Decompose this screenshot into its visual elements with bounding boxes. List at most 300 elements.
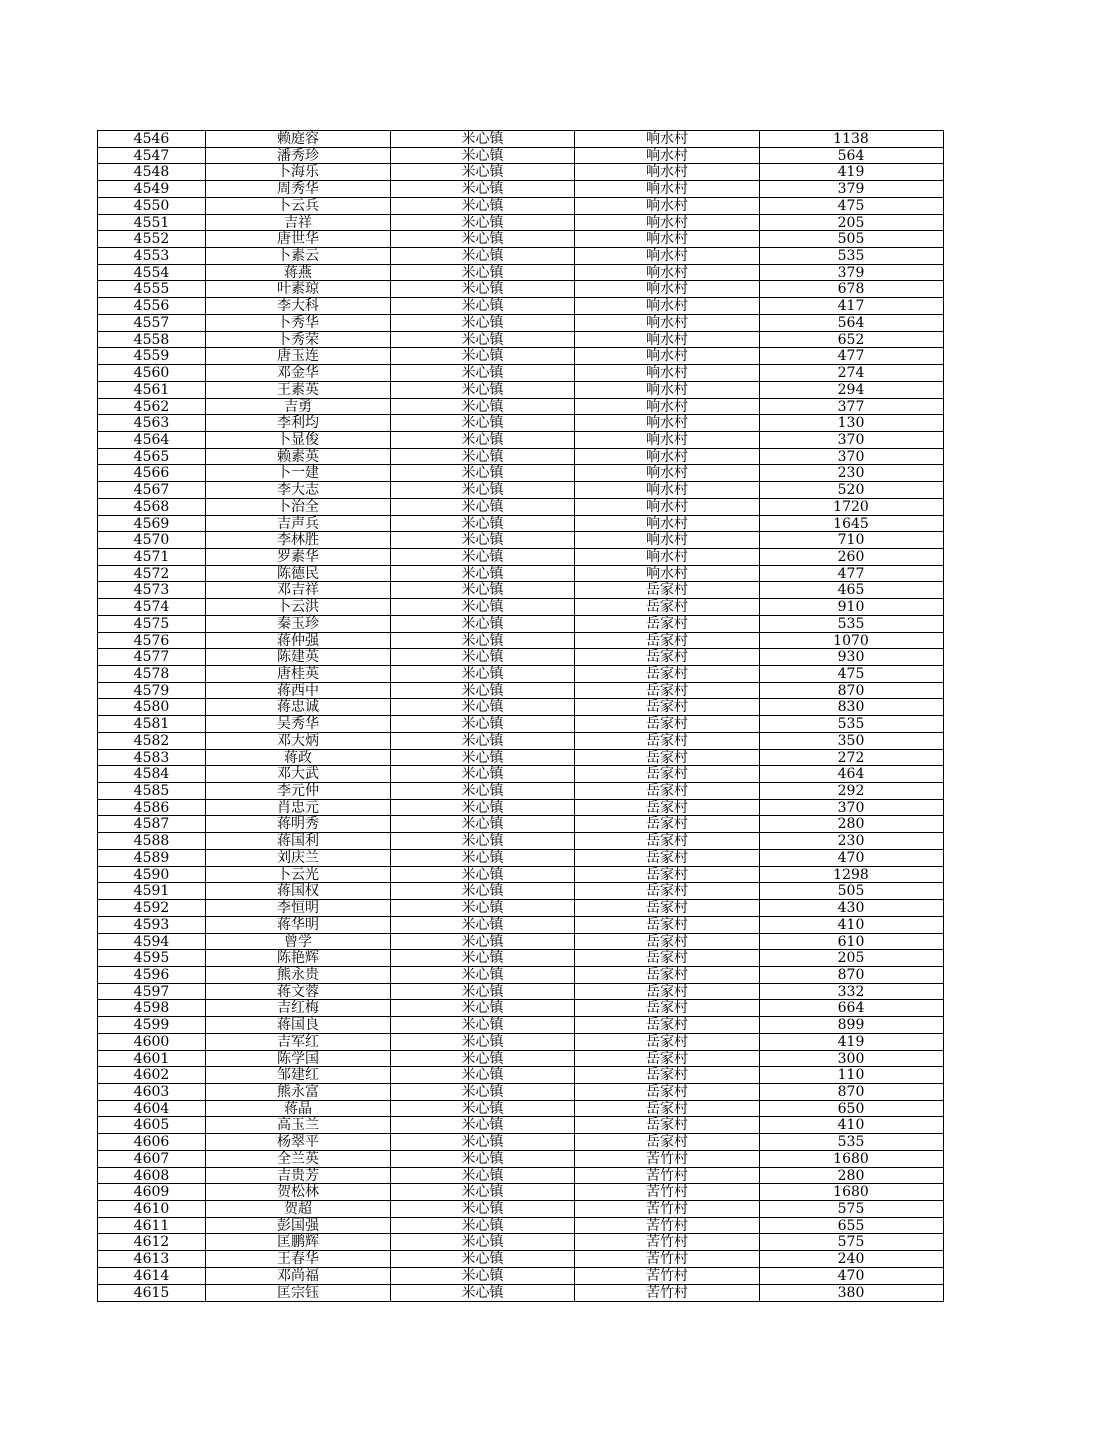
town-cell: 米心镇 (391, 549, 575, 565)
village-cell: 响水村 (575, 399, 760, 415)
amount-cell: 230 (837, 833, 865, 849)
row-number-cell: 4556 (98, 298, 206, 314)
name-cell: 唐玉连 (206, 348, 391, 364)
village-cell: 响水村 (575, 281, 760, 297)
amount-cell: 110 (837, 1067, 865, 1083)
town-cell: 米心镇 (391, 415, 575, 431)
table-row (98, 1201, 943, 1218)
town-cell: 米心镇 (391, 666, 575, 682)
row-number-cell: 4589 (98, 850, 206, 866)
town-cell: 米心镇 (391, 1084, 575, 1100)
town-cell: 米心镇 (391, 1034, 575, 1050)
town-cell: 米心镇 (391, 1168, 575, 1184)
name-cell: 蒋晶 (206, 1101, 391, 1117)
town-cell: 米心镇 (391, 1201, 575, 1217)
village-cell: 响水村 (575, 164, 760, 180)
town-cell: 米心镇 (391, 1101, 575, 1117)
town-cell: 米心镇 (391, 967, 575, 983)
amount-cell: 300 (837, 1050, 865, 1067)
town-cell: 米心镇 (391, 265, 575, 281)
town-cell: 米心镇 (391, 950, 575, 966)
amount-cell: 380 (837, 1284, 865, 1301)
name-cell: 肖忠元 (206, 800, 391, 816)
amount-cell: 1680 (833, 1150, 869, 1167)
town-cell: 米心镇 (391, 1268, 575, 1284)
village-cell: 响水村 (575, 499, 760, 515)
row-number-cell: 4598 (98, 1000, 206, 1016)
town-cell: 米心镇 (391, 1218, 575, 1234)
row-number-cell: 4557 (98, 315, 206, 331)
table-row (98, 800, 943, 817)
table-row (98, 248, 943, 265)
town-cell: 米心镇 (391, 215, 575, 231)
name-cell: 卜治全 (206, 499, 391, 515)
row-number-cell: 4611 (98, 1218, 206, 1234)
town-cell: 米心镇 (391, 231, 575, 247)
village-cell: 岳家村 (575, 1017, 760, 1033)
village-cell: 岳家村 (575, 716, 760, 732)
row-number-cell: 4547 (98, 148, 206, 164)
table-row (98, 1134, 943, 1151)
town-cell: 米心镇 (391, 850, 575, 866)
town-cell: 米心镇 (391, 1151, 575, 1167)
village-cell: 岳家村 (575, 934, 760, 950)
village-cell: 响水村 (575, 315, 760, 331)
table-row (98, 850, 943, 867)
village-cell: 岳家村 (575, 917, 760, 933)
town-cell: 米心镇 (391, 198, 575, 214)
row-number-cell: 4571 (98, 549, 206, 565)
name-cell: 李大科 (206, 298, 391, 314)
town-cell: 米心镇 (391, 248, 575, 264)
name-cell: 卜秀荣 (206, 332, 391, 348)
name-cell: 秦玉珍 (206, 616, 391, 632)
name-cell: 叶素琼 (206, 281, 391, 297)
amount-cell: 870 (837, 1083, 865, 1100)
name-cell: 卜云光 (206, 867, 391, 883)
table-row (98, 716, 943, 733)
name-cell: 蒋西中 (206, 683, 391, 699)
amount-cell: 664 (837, 1000, 865, 1017)
row-number-cell: 4578 (98, 666, 206, 682)
name-cell: 卜云洪 (206, 599, 391, 615)
village-cell: 响水村 (575, 566, 760, 582)
name-cell: 卜素云 (206, 248, 391, 264)
town-cell: 米心镇 (391, 315, 575, 331)
name-cell: 吴秀华 (206, 716, 391, 732)
village-cell: 岳家村 (575, 783, 760, 799)
name-cell: 李林胜 (206, 532, 391, 548)
row-number-cell: 4594 (98, 934, 206, 950)
table-row (98, 1101, 943, 1118)
village-cell: 响水村 (575, 532, 760, 548)
row-number-cell: 4585 (98, 783, 206, 799)
village-cell: 岳家村 (575, 750, 760, 766)
village-cell: 响水村 (575, 382, 760, 398)
table-row (98, 415, 943, 432)
amount-cell: 535 (837, 716, 865, 732)
amount-cell: 419 (837, 164, 865, 181)
village-cell: 岳家村 (575, 816, 760, 832)
amount-cell: 475 (837, 666, 865, 682)
village-cell: 岳家村 (575, 1101, 760, 1117)
name-cell: 蒋国良 (206, 1017, 391, 1033)
town-cell: 米心镇 (391, 1251, 575, 1267)
amount-cell: 417 (837, 298, 865, 314)
town-cell: 米心镇 (391, 1000, 575, 1016)
name-cell: 邓大炳 (206, 733, 391, 749)
amount-cell: 379 (837, 181, 865, 197)
table-row (98, 332, 943, 349)
amount-cell: 470 (837, 1267, 865, 1284)
row-number-cell: 4553 (98, 248, 206, 264)
row-number-cell: 4565 (98, 449, 206, 465)
amount-cell: 930 (837, 649, 865, 665)
table-row (98, 733, 943, 750)
table-row (98, 549, 943, 566)
town-cell: 米心镇 (391, 516, 575, 532)
row-number-cell: 4608 (98, 1168, 206, 1184)
town-cell: 米心镇 (391, 800, 575, 816)
table-row (98, 1117, 943, 1134)
name-cell: 吉贵芳 (206, 1168, 391, 1184)
row-number-cell: 4615 (98, 1285, 206, 1302)
data-table (97, 130, 944, 1302)
row-number-cell: 4550 (98, 198, 206, 214)
village-cell: 岳家村 (575, 1134, 760, 1150)
row-number-cell: 4593 (98, 917, 206, 933)
amount-cell: 1680 (833, 1184, 869, 1200)
amount-cell: 505 (837, 231, 865, 248)
village-cell: 岳家村 (575, 1084, 760, 1100)
table-row (98, 1234, 943, 1251)
row-number-cell: 4564 (98, 432, 206, 448)
village-cell: 响水村 (575, 516, 760, 532)
table-row (98, 164, 943, 181)
row-number-cell: 4595 (98, 950, 206, 966)
village-cell: 响水村 (575, 365, 760, 381)
town-cell: 米心镇 (391, 499, 575, 515)
town-cell: 米心镇 (391, 1067, 575, 1083)
table-row (98, 1268, 943, 1285)
town-cell: 米心镇 (391, 1117, 575, 1133)
amount-cell: 475 (837, 197, 865, 214)
row-number-cell: 4603 (98, 1084, 206, 1100)
table-row (98, 750, 943, 767)
town-cell: 米心镇 (391, 616, 575, 632)
table-row (98, 449, 943, 466)
table-row (98, 131, 943, 148)
village-cell: 岳家村 (575, 616, 760, 632)
amount-cell: 205 (837, 214, 865, 231)
name-cell: 卜秀华 (206, 315, 391, 331)
name-cell: 蒋燕 (206, 265, 391, 281)
town-cell: 米心镇 (391, 633, 575, 649)
name-cell: 陈学国 (206, 1051, 391, 1067)
name-cell: 曾学 (206, 934, 391, 950)
row-number-cell: 4591 (98, 883, 206, 899)
row-number-cell: 4569 (98, 516, 206, 532)
name-cell: 李大志 (206, 482, 391, 498)
table-row (98, 649, 943, 666)
name-cell: 蒋忠诚 (206, 699, 391, 715)
town-cell: 米心镇 (391, 532, 575, 548)
row-number-cell: 4613 (98, 1251, 206, 1267)
village-cell: 岳家村 (575, 733, 760, 749)
name-cell: 唐桂英 (206, 666, 391, 682)
name-cell: 卜显俊 (206, 432, 391, 448)
name-cell: 杨翠平 (206, 1134, 391, 1150)
name-cell: 周秀华 (206, 181, 391, 197)
amount-cell: 652 (837, 331, 865, 348)
name-cell: 蒋国权 (206, 883, 391, 899)
row-number-cell: 4567 (98, 482, 206, 498)
row-number-cell: 4551 (98, 215, 206, 231)
village-cell: 苦竹村 (575, 1168, 760, 1184)
amount-cell: 1645 (833, 515, 869, 532)
amount-cell: 655 (837, 1217, 865, 1234)
table-row (98, 867, 943, 884)
amount-cell: 505 (837, 883, 865, 900)
row-number-cell: 4604 (98, 1101, 206, 1117)
amount-cell: 370 (837, 799, 865, 816)
village-cell: 苦竹村 (575, 1184, 760, 1200)
table-row (98, 1084, 943, 1101)
row-number-cell: 4581 (98, 716, 206, 732)
town-cell: 米心镇 (391, 867, 575, 883)
town-cell: 米心镇 (391, 833, 575, 849)
amount-cell: 535 (837, 1134, 865, 1150)
name-cell: 吉红梅 (206, 1000, 391, 1016)
name-cell: 贺松林 (206, 1184, 391, 1200)
town-cell: 米心镇 (391, 399, 575, 415)
table-row (98, 816, 943, 833)
name-cell: 全兰英 (206, 1151, 391, 1167)
name-cell: 李利均 (206, 415, 391, 431)
row-number-cell: 4559 (98, 348, 206, 364)
table-row (98, 1251, 943, 1268)
row-number-cell: 4574 (98, 599, 206, 615)
amount-cell: 870 (837, 682, 865, 699)
row-number-cell: 4590 (98, 867, 206, 883)
table-row (98, 699, 943, 716)
town-cell: 米心镇 (391, 348, 575, 364)
table-row (98, 783, 943, 800)
name-cell: 蒋文蓉 (206, 984, 391, 1000)
table-row (98, 1000, 943, 1017)
table-row (98, 315, 943, 332)
table-row (98, 766, 943, 783)
village-cell: 苦竹村 (575, 1151, 760, 1167)
town-cell: 米心镇 (391, 1134, 575, 1150)
name-cell: 蒋政 (206, 750, 391, 766)
table-row (98, 917, 943, 934)
town-cell: 米心镇 (391, 566, 575, 582)
name-cell: 蒋仲强 (206, 633, 391, 649)
village-cell: 响水村 (575, 415, 760, 431)
table-row (98, 1168, 943, 1185)
row-number-cell: 4583 (98, 750, 206, 766)
amount-cell: 830 (837, 699, 865, 716)
row-number-cell: 4601 (98, 1051, 206, 1067)
name-cell: 熊永贵 (206, 967, 391, 983)
village-cell: 响水村 (575, 298, 760, 314)
village-cell: 岳家村 (575, 984, 760, 1000)
amount-cell: 575 (837, 1201, 865, 1217)
table-row (98, 281, 943, 298)
village-cell: 岳家村 (575, 950, 760, 966)
town-cell: 米心镇 (391, 783, 575, 799)
name-cell: 吉军红 (206, 1034, 391, 1050)
town-cell: 米心镇 (391, 984, 575, 1000)
village-cell: 岳家村 (575, 833, 760, 849)
row-number-cell: 4586 (98, 800, 206, 816)
table-row (98, 1151, 943, 1168)
amount-cell: 240 (837, 1251, 865, 1267)
amount-cell: 230 (837, 465, 865, 482)
table-row (98, 215, 943, 232)
row-number-cell: 4548 (98, 164, 206, 180)
amount-cell: 430 (837, 900, 865, 916)
village-cell: 响水村 (575, 181, 760, 197)
village-cell: 响水村 (575, 265, 760, 281)
row-number-cell: 4549 (98, 181, 206, 197)
table-row (98, 148, 943, 165)
table-row (98, 348, 943, 365)
name-cell: 李元仲 (206, 783, 391, 799)
table-row (98, 1017, 943, 1034)
amount-cell: 280 (837, 1167, 865, 1184)
village-cell: 苦竹村 (575, 1285, 760, 1302)
table-row (98, 616, 943, 633)
name-cell: 贺超 (206, 1201, 391, 1217)
table-row (98, 833, 943, 850)
town-cell: 米心镇 (391, 1017, 575, 1033)
row-number-cell: 4563 (98, 415, 206, 431)
row-number-cell: 4610 (98, 1201, 206, 1217)
amount-cell: 678 (837, 281, 865, 298)
row-number-cell: 4600 (98, 1034, 206, 1050)
name-cell: 卜一建 (206, 465, 391, 481)
amount-cell: 520 (837, 482, 865, 498)
row-number-cell: 4614 (98, 1268, 206, 1284)
name-cell: 陈德民 (206, 566, 391, 582)
amount-cell: 1138 (833, 131, 869, 147)
name-cell: 匡鹏辉 (206, 1234, 391, 1250)
table-row (98, 432, 943, 449)
village-cell: 苦竹村 (575, 1268, 760, 1284)
village-cell: 响水村 (575, 248, 760, 264)
row-number-cell: 4587 (98, 816, 206, 832)
row-number-cell: 4575 (98, 616, 206, 632)
village-cell: 岳家村 (575, 699, 760, 715)
amount-cell: 710 (837, 532, 865, 548)
village-cell: 岳家村 (575, 883, 760, 899)
amount-cell: 272 (837, 749, 865, 766)
amount-cell: 410 (837, 1117, 865, 1134)
row-number-cell: 4568 (98, 499, 206, 515)
row-number-cell: 4606 (98, 1134, 206, 1150)
name-cell: 潘秀珍 (206, 148, 391, 164)
name-cell: 赖素英 (206, 449, 391, 465)
amount-cell: 470 (837, 849, 865, 866)
village-cell: 响水村 (575, 198, 760, 214)
amount-cell: 419 (837, 1033, 865, 1050)
row-number-cell: 4552 (98, 231, 206, 247)
row-number-cell: 4566 (98, 465, 206, 481)
name-cell: 匡宗钰 (206, 1285, 391, 1302)
town-cell: 米心镇 (391, 766, 575, 782)
name-cell: 吉祥 (206, 215, 391, 231)
table-row (98, 516, 943, 533)
row-number-cell: 4562 (98, 399, 206, 415)
row-number-cell: 4592 (98, 900, 206, 916)
village-cell: 岳家村 (575, 1034, 760, 1050)
row-number-cell: 4588 (98, 833, 206, 849)
name-cell: 彭国强 (206, 1218, 391, 1234)
table-row (98, 1067, 943, 1084)
amount-cell: 870 (837, 966, 865, 983)
village-cell: 响水村 (575, 348, 760, 364)
table-row (98, 1184, 943, 1201)
amount-cell: 377 (837, 398, 865, 415)
town-cell: 米心镇 (391, 449, 575, 465)
amount-cell: 294 (837, 381, 865, 398)
name-cell: 邓大武 (206, 766, 391, 782)
row-number-cell: 4572 (98, 566, 206, 582)
town-cell: 米心镇 (391, 716, 575, 732)
table-row (98, 382, 943, 399)
row-number-cell: 4597 (98, 984, 206, 1000)
row-number-cell: 4607 (98, 1151, 206, 1167)
amount-cell: 535 (837, 248, 865, 264)
village-cell: 岳家村 (575, 599, 760, 615)
town-cell: 米心镇 (391, 699, 575, 715)
table-row (98, 566, 943, 583)
town-cell: 米心镇 (391, 332, 575, 348)
village-cell: 岳家村 (575, 967, 760, 983)
village-cell: 岳家村 (575, 1051, 760, 1067)
table-row (98, 666, 943, 683)
name-cell: 邹建红 (206, 1067, 391, 1083)
town-cell: 米心镇 (391, 365, 575, 381)
table-row (98, 231, 943, 248)
row-number-cell: 4558 (98, 332, 206, 348)
row-number-cell: 4582 (98, 733, 206, 749)
table-row (98, 482, 943, 499)
village-cell: 苦竹村 (575, 1218, 760, 1234)
village-cell: 响水村 (575, 332, 760, 348)
amount-cell: 370 (837, 448, 865, 465)
name-cell: 吉声兵 (206, 516, 391, 532)
town-cell: 米心镇 (391, 649, 575, 665)
village-cell: 响水村 (575, 131, 760, 147)
town-cell: 米心镇 (391, 900, 575, 916)
town-cell: 米心镇 (391, 750, 575, 766)
row-number-cell: 4570 (98, 532, 206, 548)
village-cell: 岳家村 (575, 766, 760, 782)
table-row (98, 181, 943, 198)
town-cell: 米心镇 (391, 934, 575, 950)
town-cell: 米心镇 (391, 816, 575, 832)
name-cell: 蒋国利 (206, 833, 391, 849)
amount-cell: 477 (837, 565, 865, 582)
village-cell: 岳家村 (575, 900, 760, 916)
table-row (98, 1051, 943, 1068)
town-cell: 米心镇 (391, 281, 575, 297)
table-row (98, 365, 943, 382)
town-cell: 米心镇 (391, 482, 575, 498)
